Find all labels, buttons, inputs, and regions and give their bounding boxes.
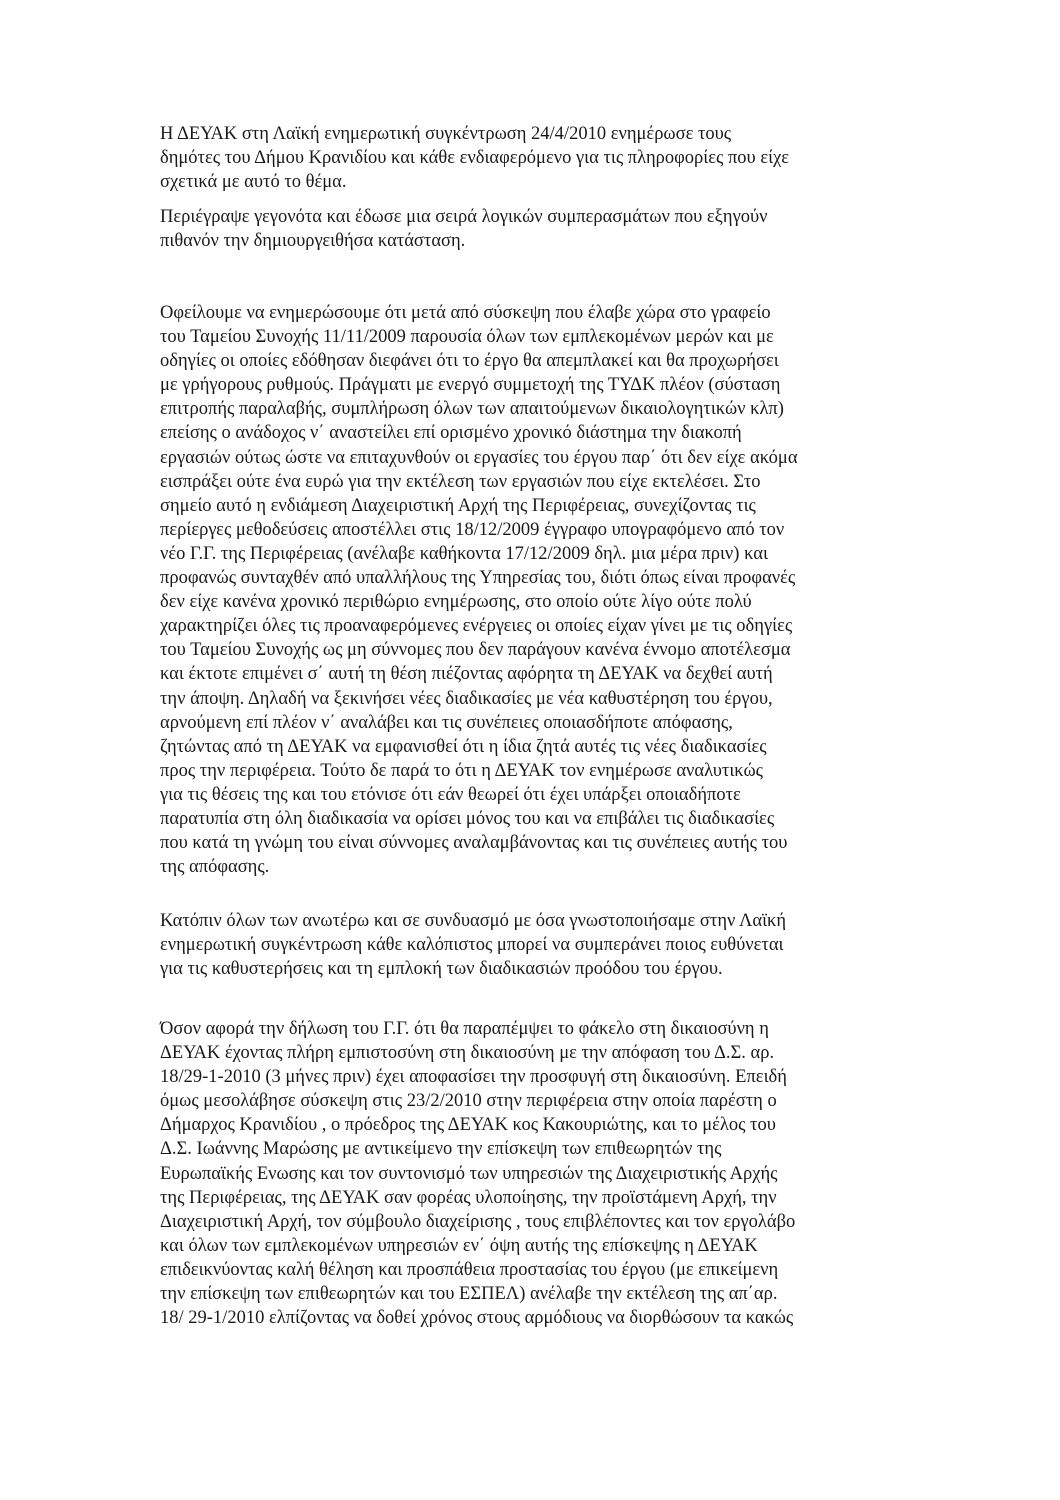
text-line: ενημερωτική συγκέντρωση κάθε καλόπιστος μπορεί να συμπεράνει ποιος ευθύνεται [160, 935, 784, 956]
text-line: επιτροπής παραλαβής, συμπλήρωση όλων των απαιτούμενων δικαιολογητικών κλπ) [160, 399, 784, 420]
text-line: για τις θέσεις της και του ετόνισε ότι εάν θεωρεί ότι έχει υπάρξει οποιαδήποτε [160, 784, 741, 805]
text-line: προς την περιφέρεια. Τούτο δε παρά το ότι η ΔΕΥΑΚ τον ενημέρωσε αναλυτικώς [160, 760, 763, 781]
text-line: όμως μεσολάβησε σύσκεψη στις 23/2/2010 στην περιφέρεια στην οποία παρέστη ο [160, 1091, 777, 1112]
text-line: επιδεικνύοντας καλή θέληση και προσπάθεια προστασίας του έργου (με επικείμενη [160, 1259, 779, 1280]
text-line: Δήμαρχος Κρανιδίου , ο πρόεδρος της ΔΕΥΑΚ κος Κακουριώτης, και το μέλος του [160, 1115, 776, 1136]
text-line: της απόφασης. [160, 857, 270, 878]
text-line: αρνούμενη επί πλέον ν΄ αναλάβει και τις συνέπειες οποιασδήποτε απόφασης, [160, 712, 733, 733]
text-line: για τις καθυστερήσεις και τη εμπλοκή των διαδικασιών προόδου του έργου. [160, 959, 723, 980]
text-line: Ευρωπαϊκής Ενωσης και τον συντονισμό των υπηρεσιών της Διαχειριστικής Αρχής [160, 1163, 778, 1184]
paragraph-5 [160, 1017, 920, 1330]
text-line: και έκτοτε επιμένει σ΄ αυτή τη θέση πιέζοντας αφόρητα τη ΔΕΥΑΚ να δεχθεί αυτή [160, 664, 773, 685]
text-line: της Περιφέρειας, της ΔΕΥΑΚ σαν φορέας υλοποίησης, την προϊστάμενη Αρχή, την [160, 1187, 777, 1208]
text-line: την άποψη. Δηλαδή να ξεκινήσει νέες διαδικασίες με νέα καθυστέρηση του έργου, [160, 688, 773, 709]
text-line: και όλων των εμπλεκομένων υπηρεσιών εν΄ όψη αυτής της επίσκεψης η ΔΕΥΑΚ [160, 1235, 758, 1256]
text-line: Οφείλουμε να ενημερώσουμε ότι μετά από σύσκεψη που έλαβε χώρα στο γραφείο [160, 303, 771, 323]
text-line: επείσης ο ανάδοχος ν΄ αναστείλει επί ορισμένο χρονικό διάστημα την διακοπή [160, 423, 742, 444]
text-line: νέο Γ.Γ. της Περιφέρειας (ανέλαβε καθήκοντα 17/12/2009 δηλ. μια μέρα πριν) και [160, 543, 768, 564]
text-line: εισπράξει ούτε ένα ευρώ για την εκτέλεση των εργασιών που είχε εκτελέσει. Στο [160, 471, 761, 492]
text-line: του Ταμείου Συνοχής ως μη σύννομες που δεν παράγουν κανένα έννομο αποτέλεσμα [160, 640, 791, 661]
text-line: ζητώντας από τη ΔΕΥΑΚ να εμφανισθεί ότι η ίδια ζητά αυτές τις νέες διαδικασίες [160, 736, 767, 757]
text-line: παρατυπία στη όλη διαδικασία να ορίσει μόνος του και να επιβάλει τις διαδικασίες [160, 808, 775, 829]
text-line: του Ταμείου Συνοχής 11/11/2009 παρουσία όλων των εμπλεκομένων μερών και με [160, 327, 774, 348]
text-line: Διαχειριστική Αρχή, τον σύμβουλο διαχείρισης , τους επιβλέποντες και τον εργολάβο [160, 1211, 796, 1232]
text-line: με γρήγορους ρυθμούς. Πράγματι με ενεργό συμμετοχή της ΤΥΔΚ πλέον (σύσταση [160, 375, 781, 396]
text-line: χαρακτηρίζει όλες τις προαναφερόμενες ενέργειες οι οποίες είχαν γίνει με τις οδηγίες [160, 616, 793, 637]
text-line: σημείο αυτό η ενδιάμεση Διαχειριστική Αρχή της Περιφέρειας, συνεχίζοντας τις [160, 495, 756, 516]
text-line: δεν είχε κανένα χρονικό περιθώριο ενημέρωσης, στο οποίο ούτε λίγο ούτε πολύ [160, 592, 752, 613]
text-line: Κατόπιν όλων των ανωτέρω και σε συνδυασμό με όσα γνωστοποιήσαμε στην Λαϊκή [160, 911, 787, 931]
text-line: προφανώς συνταχθέν από υπαλλήλους της Υπηρεσίας του, διότι όπως είναι προφανές [160, 568, 796, 589]
text-line: Η ΔΕΥΑΚ στη Λαϊκή ενημερωτική συγκέντρωση 24/4/2010 ενημέρωσε τους [160, 124, 732, 144]
paragraph-3 [160, 301, 920, 879]
text-line: Όσον αφορά την δήλωση του Γ.Γ. ότι θα παραπέμψει το φάκελο στη δικαιοσύνη η [160, 1019, 769, 1039]
text-line: δημότες του Δήμου Κρανιδίου και κάθε ενδιαφερόμενο για τις πληροφορίες που είχε [160, 148, 790, 169]
paragraph-2 [160, 205, 920, 253]
text-line: την επίσκεψη των επιθεωρητών και του ΕΣΠΕΛ) ανέλαβε την εκτέλεση της απ΄αρ. [160, 1284, 778, 1305]
text-line: περίεργες μεθοδεύσεις αποστέλλει στις 18/12/2009 έγγραφο υπογραφόμενο από τον [160, 519, 785, 540]
text-line: οδηγίες οι οποίες εδόθησαν διεφάνει ότι το έργο θα απεμπλακεί και θα προχωρήσει [160, 351, 779, 372]
paragraph-4 [160, 909, 920, 981]
text-line: πιθανόν την δημιουργειθήσα κατάσταση. [160, 231, 466, 252]
text-line: σχετικά με αυτό το θέμα. [160, 172, 347, 193]
text-line: Δ.Σ. Ιωάννης Μαρώσης με αντικείμενο την επίσκεψη των επιθεωρητών της [160, 1139, 722, 1160]
paragraph-1 [160, 122, 920, 194]
text-line: ΔΕΥΑΚ έχοντας πλήρη εμπιστοσύνη στη δικαιοσύνη με την απόφαση του Δ.Σ. αρ. [160, 1043, 775, 1064]
text-line: που κατά τη γνώμη του είναι σύννομες αναλαμβάνοντας και τις συνέπειες αυτής του [160, 833, 788, 854]
text-line: εργασιών ούτως ώστε να επιταχυνθούν οι εργασίες του έργου παρ΄ ότι δεν είχε ακόμα [160, 447, 798, 468]
text-line: 18/29-1-2010 (3 μήνες πριν) έχει αποφασίσει την προσφυγή στη δικαιοσύνη. Επειδή [160, 1067, 787, 1088]
text-line: 18/ 29-1/2010 ελπίζοντας να δοθεί χρόνος στους αρμόδιους να διορθώσουν τα κακώς [160, 1308, 794, 1329]
text-line: Περιέγραψε γεγονότα και έδωσε μια σειρά λογικών συμπερασμάτων που εξηγούν [160, 207, 768, 227]
